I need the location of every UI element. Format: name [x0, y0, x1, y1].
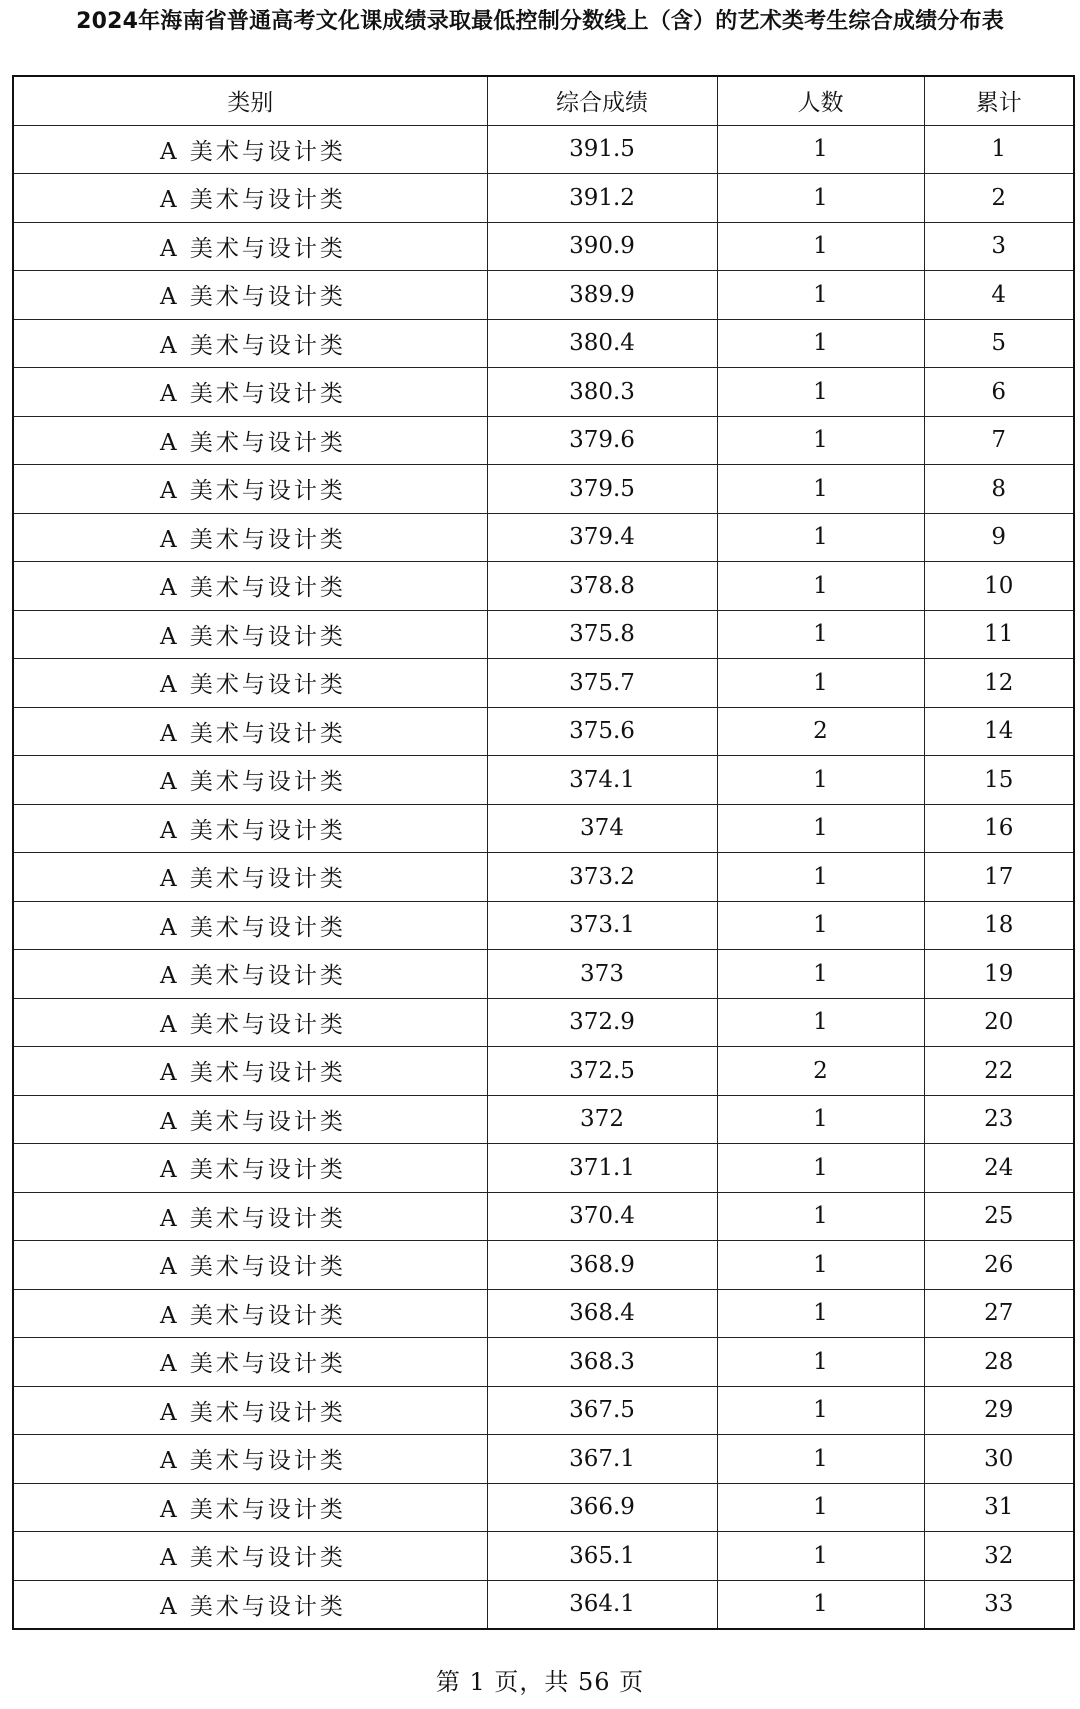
- cell-count: 1: [717, 804, 924, 853]
- table-row: [13, 998, 1074, 1047]
- cell-category: A 美术与设计类: [13, 222, 487, 271]
- cell-score: 371.1: [487, 1144, 717, 1193]
- cell-cumulative: 6: [924, 368, 1074, 417]
- cell-cumulative: 31: [924, 1483, 1074, 1532]
- table-row: [13, 1095, 1074, 1144]
- table-row: [13, 465, 1074, 514]
- cell-score: 379.4: [487, 513, 717, 562]
- cell-score: 375.7: [487, 659, 717, 708]
- table-row: [13, 659, 1074, 708]
- cell-cumulative: 7: [924, 416, 1074, 465]
- cell-score: 380.4: [487, 319, 717, 368]
- cell-category: A 美术与设计类: [13, 1241, 487, 1290]
- cell-score: 372: [487, 1095, 717, 1144]
- column-header-score: 综合成绩: [487, 76, 717, 125]
- cell-count: 1: [717, 319, 924, 368]
- cell-category: A 美术与设计类: [13, 513, 487, 562]
- score-distribution-table: [12, 75, 1075, 1630]
- cell-score: 380.3: [487, 368, 717, 417]
- table-row: [13, 125, 1074, 174]
- cell-category: A 美术与设计类: [13, 853, 487, 902]
- cell-category: A 美术与设计类: [13, 1386, 487, 1435]
- column-header-count: 人数: [717, 76, 924, 125]
- cell-category: A 美术与设计类: [13, 1435, 487, 1484]
- cell-count: 1: [717, 1580, 924, 1629]
- cell-cumulative: 10: [924, 562, 1074, 611]
- cell-count: 1: [717, 174, 924, 223]
- cell-cumulative: 27: [924, 1289, 1074, 1338]
- cell-count: 1: [717, 1338, 924, 1387]
- table-row: [13, 1532, 1074, 1581]
- cell-score: 370.4: [487, 1192, 717, 1241]
- cell-cumulative: 8: [924, 465, 1074, 514]
- cell-category: A 美术与设计类: [13, 804, 487, 853]
- cell-category: A 美术与设计类: [13, 1580, 487, 1629]
- table-row: [13, 1435, 1074, 1484]
- cell-count: 1: [717, 465, 924, 514]
- cell-category: A 美术与设计类: [13, 125, 487, 174]
- cell-cumulative: 14: [924, 707, 1074, 756]
- cell-count: 1: [717, 998, 924, 1047]
- table-row: [13, 319, 1074, 368]
- cell-category: A 美术与设计类: [13, 174, 487, 223]
- table-row: [13, 901, 1074, 950]
- cell-cumulative: 17: [924, 853, 1074, 902]
- cell-score: 389.9: [487, 271, 717, 320]
- cell-category: A 美术与设计类: [13, 319, 487, 368]
- cell-cumulative: 5: [924, 319, 1074, 368]
- cell-cumulative: 16: [924, 804, 1074, 853]
- cell-category: A 美术与设计类: [13, 1095, 487, 1144]
- cell-count: 1: [717, 125, 924, 174]
- cell-cumulative: 30: [924, 1435, 1074, 1484]
- cell-score: 372.9: [487, 998, 717, 1047]
- cell-count: 1: [717, 271, 924, 320]
- cell-cumulative: 23: [924, 1095, 1074, 1144]
- cell-score: 373.2: [487, 853, 717, 902]
- cell-score: 375.8: [487, 610, 717, 659]
- cell-score: 368.4: [487, 1289, 717, 1338]
- table-row: [13, 853, 1074, 902]
- table-row: [13, 1241, 1074, 1290]
- column-header-category: 类别: [13, 76, 487, 125]
- table-row: [13, 1192, 1074, 1241]
- cell-count: 1: [717, 659, 924, 708]
- cell-count: 1: [717, 756, 924, 805]
- cell-cumulative: 18: [924, 901, 1074, 950]
- table-row: [13, 562, 1074, 611]
- cell-score: 372.5: [487, 1047, 717, 1096]
- table-row: [13, 222, 1074, 271]
- cell-category: A 美术与设计类: [13, 756, 487, 805]
- cell-score: 390.9: [487, 222, 717, 271]
- cell-category: A 美术与设计类: [13, 1192, 487, 1241]
- cell-category: A 美术与设计类: [13, 998, 487, 1047]
- cell-count: 1: [717, 950, 924, 999]
- header-row: [13, 76, 1074, 125]
- cell-cumulative: 22: [924, 1047, 1074, 1096]
- table-row: [13, 1483, 1074, 1532]
- cell-count: 1: [717, 1241, 924, 1290]
- page-number: 第 1 页，共 56 页: [435, 1668, 645, 1696]
- cell-count: 2: [717, 1047, 924, 1096]
- cell-cumulative: 25: [924, 1192, 1074, 1241]
- cell-score: 373: [487, 950, 717, 999]
- cell-cumulative: 33: [924, 1580, 1074, 1629]
- cell-cumulative: 9: [924, 513, 1074, 562]
- column-header-cumulative: 累计: [924, 76, 1074, 125]
- cell-score: 368.3: [487, 1338, 717, 1387]
- cell-category: A 美术与设计类: [13, 271, 487, 320]
- cell-score: 391.5: [487, 125, 717, 174]
- table-row: [13, 513, 1074, 562]
- cell-category: A 美术与设计类: [13, 659, 487, 708]
- cell-count: 1: [717, 416, 924, 465]
- table-row: [13, 950, 1074, 999]
- cell-category: A 美术与设计类: [13, 368, 487, 417]
- cell-cumulative: 26: [924, 1241, 1074, 1290]
- cell-score: 366.9: [487, 1483, 717, 1532]
- table-row: [13, 1580, 1074, 1629]
- cell-score: 368.9: [487, 1241, 717, 1290]
- cell-score: 378.8: [487, 562, 717, 611]
- cell-category: A 美术与设计类: [13, 465, 487, 514]
- page-title: 2024年海南省普通高考文化课成绩录取最低控制分数线上（含）的艺术类考生综合成绩分布表: [76, 9, 1004, 34]
- cell-count: 2: [717, 707, 924, 756]
- table-row: [13, 271, 1074, 320]
- cell-category: A 美术与设计类: [13, 1289, 487, 1338]
- cell-score: 374: [487, 804, 717, 853]
- table-row: [13, 1289, 1074, 1338]
- cell-score: 379.6: [487, 416, 717, 465]
- cell-count: 1: [717, 222, 924, 271]
- table-row: [13, 756, 1074, 805]
- cell-count: 1: [717, 1144, 924, 1193]
- cell-score: 375.6: [487, 707, 717, 756]
- cell-count: 1: [717, 1095, 924, 1144]
- cell-score: 367.5: [487, 1386, 717, 1435]
- cell-score: 364.1: [487, 1580, 717, 1629]
- cell-cumulative: 29: [924, 1386, 1074, 1435]
- cell-category: A 美术与设计类: [13, 707, 487, 756]
- cell-category: A 美术与设计类: [13, 416, 487, 465]
- table-row: [13, 1144, 1074, 1193]
- cell-count: 1: [717, 1435, 924, 1484]
- cell-count: 1: [717, 562, 924, 611]
- cell-cumulative: 12: [924, 659, 1074, 708]
- cell-category: A 美术与设计类: [13, 950, 487, 999]
- cell-count: 1: [717, 1386, 924, 1435]
- cell-score: 365.1: [487, 1532, 717, 1581]
- cell-count: 1: [717, 853, 924, 902]
- cell-cumulative: 28: [924, 1338, 1074, 1387]
- cell-score: 391.2: [487, 174, 717, 223]
- table-row: [13, 416, 1074, 465]
- cell-count: 1: [717, 610, 924, 659]
- cell-count: 1: [717, 513, 924, 562]
- cell-cumulative: 24: [924, 1144, 1074, 1193]
- cell-count: 1: [717, 1192, 924, 1241]
- table-row: [13, 1338, 1074, 1387]
- cell-count: 1: [717, 368, 924, 417]
- cell-category: A 美术与设计类: [13, 1532, 487, 1581]
- table-row: [13, 610, 1074, 659]
- table-row: [13, 368, 1074, 417]
- cell-cumulative: 3: [924, 222, 1074, 271]
- table-row: [13, 1386, 1074, 1435]
- cell-cumulative: 11: [924, 610, 1074, 659]
- cell-category: A 美术与设计类: [13, 901, 487, 950]
- table-row: [13, 174, 1074, 223]
- cell-category: A 美术与设计类: [13, 1047, 487, 1096]
- cell-score: 379.5: [487, 465, 717, 514]
- cell-count: 1: [717, 1532, 924, 1581]
- cell-cumulative: 4: [924, 271, 1074, 320]
- cell-score: 373.1: [487, 901, 717, 950]
- cell-count: 1: [717, 901, 924, 950]
- cell-category: A 美术与设计类: [13, 1483, 487, 1532]
- cell-category: A 美术与设计类: [13, 1338, 487, 1387]
- cell-cumulative: 20: [924, 998, 1074, 1047]
- cell-category: A 美术与设计类: [13, 562, 487, 611]
- table-header: [13, 76, 1074, 125]
- cell-cumulative: 15: [924, 756, 1074, 805]
- cell-cumulative: 1: [924, 125, 1074, 174]
- cell-score: 374.1: [487, 756, 717, 805]
- table-row: [13, 1047, 1074, 1096]
- cell-cumulative: 2: [924, 174, 1074, 223]
- cell-count: 1: [717, 1289, 924, 1338]
- cell-cumulative: 32: [924, 1532, 1074, 1581]
- cell-score: 367.1: [487, 1435, 717, 1484]
- cell-category: A 美术与设计类: [13, 610, 487, 659]
- cell-category: A 美术与设计类: [13, 1144, 487, 1193]
- table-row: [13, 804, 1074, 853]
- cell-cumulative: 19: [924, 950, 1074, 999]
- cell-count: 1: [717, 1483, 924, 1532]
- table-row: [13, 707, 1074, 756]
- table-body: [13, 125, 1074, 1629]
